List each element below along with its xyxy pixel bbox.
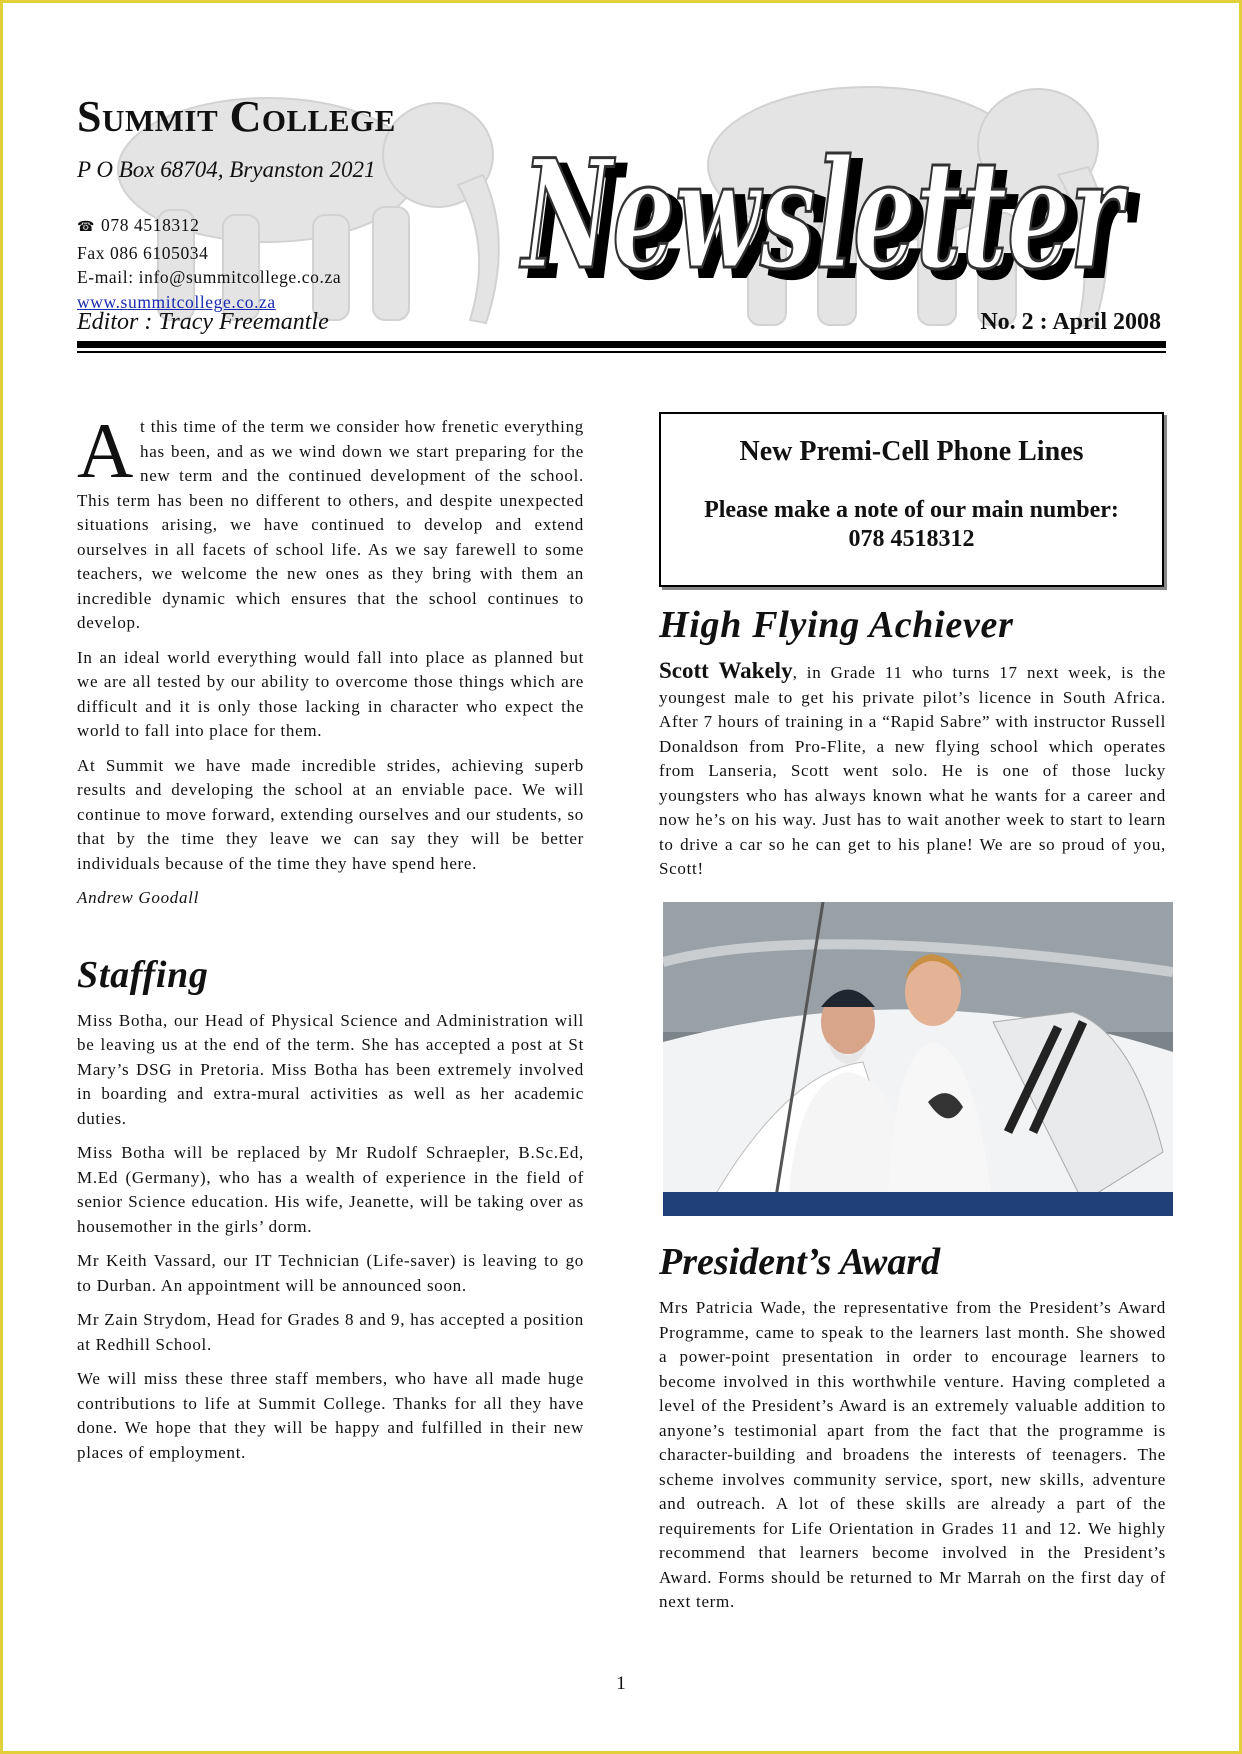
achiever-name: Scott Wakely — [659, 658, 793, 683]
header-rule-thin — [77, 351, 1166, 353]
phone-line — [77, 213, 341, 241]
phone-number: 078 4518312 — [101, 215, 200, 235]
phone-icon: ☎ — [77, 220, 96, 235]
achiever-paragraph: Scott Wakely, in Grade 11 who turns 17 next week, is the youngest male to get his private pilot’s licence in South Africa. After 7 hours of training in a “Rapid Sabre” with instructor Russell Donaldson from Pro-Flite, a new flying school which operates from Lanseria, Scott went solo. He is one of those lucky youngsters who has always known what he wants for a career and now he’s on his way. Just has to wait another week to start to learn to drive a car so he can get to his plane! We are so proud of you, Scott! — [659, 658, 1166, 878]
notice-title: New Premi-Cell Phone Lines — [739, 436, 1084, 467]
page-number: 1 — [616, 1673, 626, 1694]
pilot-photo — [663, 902, 1173, 1216]
masthead-text: Newsletter — [519, 127, 1129, 303]
school-address: P O Box 68704, Bryanston 2021 — [77, 157, 376, 182]
left-column — [77, 407, 584, 1475]
award-paragraph: Mrs Patricia Wade, the representative from the President’s Award Programme, came to speak to the learners last month. She showed a power-point presentation in order to encourage learners to become involved in this worthwhile venture. Having completed a level of the President’s Award is an extremely valuable addition to anyone’s testimonial apart from the fact that the programme is character-building and broadens the interests of teenagers. The scheme involves community service, sport, new skills, adventure and outreach. A lot of these skills are already a part of the requirements for Life Orientation in Grades 11 and 12. We highly recommend that learners become involved in the President’s Award. Forms should be returned to Mr Marrah on the first day of next term. — [659, 1298, 1166, 1611]
staffing-title: Staffing — [77, 953, 209, 996]
masthead-shadow: Newsletter — [529, 135, 1139, 311]
issue-number: No. 2 : April 2008 — [980, 309, 1161, 335]
staffing-paragraph-2: Miss Botha will be replaced by Mr Rudolf Schraepler, B.Sc.Ed, M.Ed (Germany), who has a wealth of experience in the field of senior Science education. His wife, Jeanette, will be taking over as housemother in the girls’ dorm. — [77, 1143, 584, 1236]
award-title: President’s Award — [659, 1241, 941, 1283]
intro-paragraph-1: At this time of the term we consider how frenetic everything has been, and as we wind down we start preparing for the new term and the continued development of the school. This term has been no different to others, and despite unexpected situations arising, we have continued to develop and extend ourselves in all facets of school life. As we say farewell to some teachers, we welcome the new ones as they bring with them an incredible dynamic which ensures that the school continues to develop. — [77, 407, 584, 632]
staffing-paragraph-1: Miss Botha, our Head of Physical Science and Administration will be leaving us at the end of the term. She has accepted a post at St Mary’s DSG in Pretoria. Miss Botha has been extremely involved in boarding and extra-mural activities as well as her academic duties. — [77, 1010, 584, 1128]
contact-block — [77, 213, 341, 314]
staffing-paragraph-3: Mr Keith Vassard, our IT Technician (Life-saver) is leaving to go to Durban. An appointment will be announced soon. — [77, 1251, 584, 1295]
header-rule — [77, 341, 1166, 348]
website-link[interactable]: www.summitcollege.co.za — [77, 291, 276, 312]
phone-lines-notice — [659, 412, 1164, 587]
intro-paragraph-2: In an ideal world everything would fall into place as planned but we are all tested by our ability to overcome those things which are difficult and it is only those lacking in character who expect the world to fall into place for them. — [77, 647, 584, 740]
notice-line: Please make a note of our main number: 078 4518312 — [661, 496, 1162, 554]
staffing-paragraph-5: We will miss these three staff members, who have all made huge contributions to life at Summit College. Thanks for all they have done. We hope that they will be happy and fulfilled in their new places of employment. — [77, 1369, 584, 1462]
email-line: E-mail: info@summitcollege.co.za — [77, 267, 342, 287]
dropcap: A — [77, 407, 135, 494]
intro-signature: Andrew Goodall — [77, 888, 200, 907]
notice-number: 078 4518312 — [848, 526, 975, 552]
staffing-paragraph-4: Mr Zain Strydom, Head for Grades 8 and 9, has accepted a position at Redhill School. — [77, 1310, 584, 1354]
school-name: Summit College — [77, 92, 396, 141]
newsletter-masthead — [518, 79, 1158, 329]
achiever-section — [659, 603, 1166, 892]
achiever-title: High Flying Achiever — [659, 604, 1014, 646]
editor-credit: Editor : Tracy Freemantle — [77, 309, 329, 335]
intro-paragraph-3: At Summit we have made incredible strides, achieving superb results and developing the school at an enviable pace. We will continue to move forward, extending ourselves and our students, so that by the time they leave we can say they will be better individuals because of the time they have spend here. — [77, 755, 584, 873]
award-section — [659, 1296, 1166, 1625]
fax-line: Fax 086 6105034 — [77, 242, 209, 263]
